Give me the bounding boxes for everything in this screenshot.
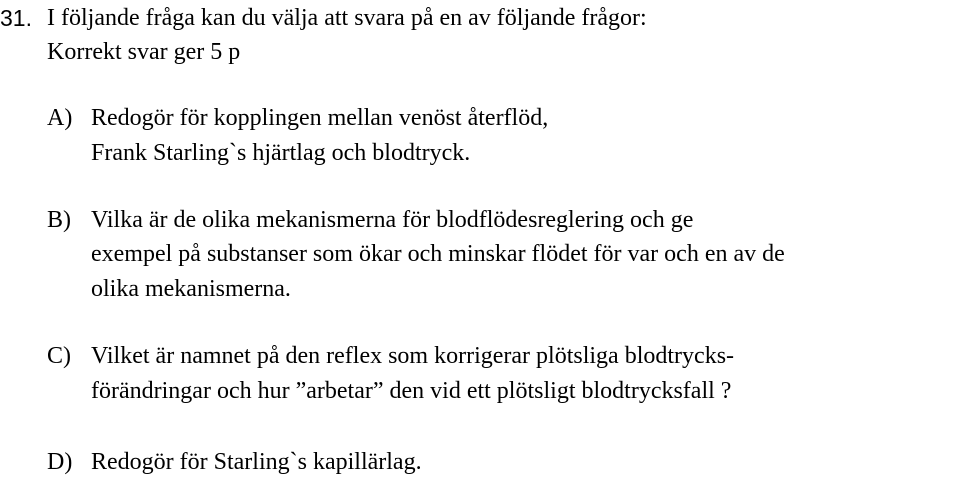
option-b-line-1: Vilka är de olika mekanismerna för blodflödesreglering och ge <box>91 207 694 233</box>
option-a-letter: A) <box>47 105 73 131</box>
option-d-letter: D) <box>47 449 73 475</box>
option-c-line-2: förändringar och hur ”arbetar” den vid ett plötsligt blodtrycksfall ? <box>91 378 732 404</box>
option-b-letter: B) <box>47 207 71 233</box>
option-b-line-3: olika mekanismerna. <box>91 276 291 302</box>
question-intro-line-1: I följande fråga kan du välja att svara på en av följande frågor: <box>47 5 647 31</box>
option-a-line-1: Redogör för kopplingen mellan venöst återflöd, <box>91 105 549 131</box>
option-a-line-2: Frank Starling`s hjärtlag och blodtryck. <box>91 140 471 166</box>
question-intro-line-2: Korrekt svar ger 5 p <box>47 39 241 65</box>
option-b-line-2: exempel på substanser som ökar och minskar flödet för var och en av de <box>91 241 785 267</box>
option-d-line-1: Redogör för Starling`s kapillärlag. <box>91 449 422 475</box>
option-c-letter: C) <box>47 343 71 369</box>
question-number: 31. <box>0 5 32 31</box>
option-c-line-1: Vilket är namnet på den reflex som korrigerar plötsliga blodtrycks- <box>91 343 735 369</box>
